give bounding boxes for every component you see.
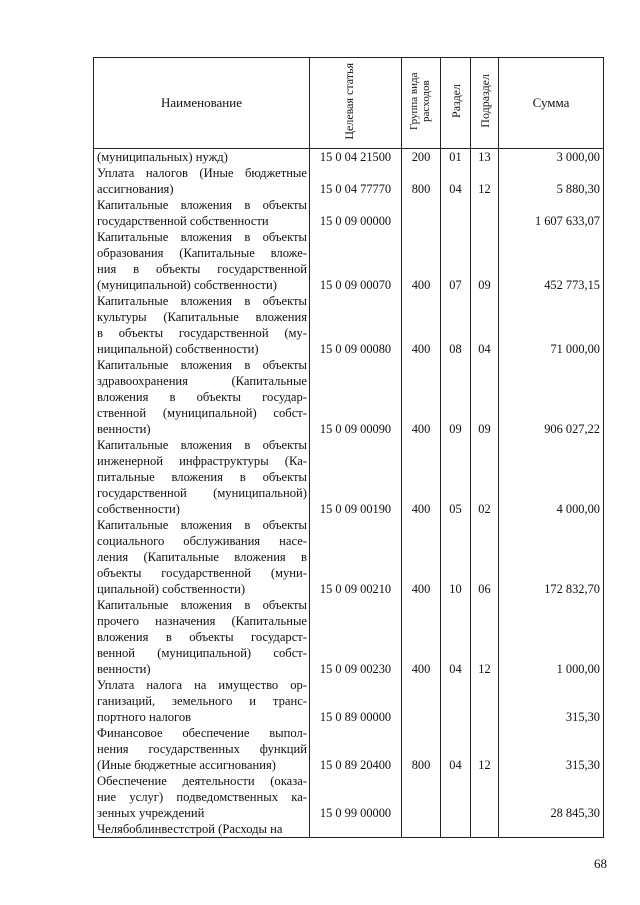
row-name-line: собственности) xyxy=(97,502,180,516)
header-section: Раздел xyxy=(441,58,471,149)
row-group-cell: 400 xyxy=(402,293,441,357)
row-group-cell: 200 xyxy=(402,149,441,166)
row-article-cell: 15 0 09 00210 xyxy=(310,517,402,597)
header-subsection: Подраздел xyxy=(471,58,499,149)
row-section-cell xyxy=(441,821,471,838)
row-group-cell xyxy=(402,821,441,838)
row-article-cell xyxy=(310,821,402,838)
row-subsection-cell xyxy=(471,197,499,229)
row-name-line: зенных учреждений xyxy=(97,806,205,820)
row-name-line: ганизаций, земельного и транс- xyxy=(97,694,307,708)
row-name-line: образования (Капитальные вложе- xyxy=(97,246,307,260)
row-article-cell: 15 0 09 00090 xyxy=(310,357,402,437)
row-name-cell xyxy=(94,725,310,773)
row-group-cell xyxy=(402,677,441,725)
row-name-cell xyxy=(94,197,310,229)
row-group-cell xyxy=(402,197,441,229)
row-section-cell: 09 xyxy=(441,357,471,437)
table-header-row xyxy=(94,58,604,149)
row-name-cell xyxy=(94,773,310,821)
row-name-line: ния в объекты государственной xyxy=(97,262,307,276)
row-name-cell xyxy=(94,437,310,517)
row-sum-cell: 4 000,00 xyxy=(499,437,604,517)
row-name-line: венной (муниципальной) собст- xyxy=(97,646,307,660)
row-name-line: Уплата налогов (Иные бюджетные xyxy=(97,166,307,180)
row-sum-cell: 315,30 xyxy=(499,725,604,773)
header-expense-group: Группа вида расходов xyxy=(402,58,441,149)
row-name-cell xyxy=(94,821,310,838)
row-name-line: социального обслуживания насе- xyxy=(97,534,307,548)
row-article-cell: 15 0 09 00000 xyxy=(310,197,402,229)
row-section-cell: 01 xyxy=(441,149,471,166)
row-sum-cell: 315,30 xyxy=(499,677,604,725)
row-subsection-cell: 13 xyxy=(471,149,499,166)
table-row xyxy=(94,229,604,293)
row-name-line: ассигнования) xyxy=(97,182,174,196)
row-name-line: Капитальные вложения в объекты xyxy=(97,198,307,212)
row-sum-cell: 906 027,22 xyxy=(499,357,604,437)
row-name-line: (Иные бюджетные ассигнования) xyxy=(97,758,276,772)
row-name-cell xyxy=(94,517,310,597)
table-row xyxy=(94,725,604,773)
table-row xyxy=(94,773,604,821)
row-name-line: государственной собственности xyxy=(97,214,269,228)
row-name-line: инженерной инфраструктуры (Ка- xyxy=(97,454,307,468)
row-name-line: здравоохранения (Капитальные xyxy=(97,374,307,388)
row-name-line: ние услуг) подведомственных ка- xyxy=(97,790,307,804)
row-section-cell: 08 xyxy=(441,293,471,357)
table-row xyxy=(94,677,604,725)
row-subsection-cell: 09 xyxy=(471,229,499,293)
row-article-cell: 15 0 09 00230 xyxy=(310,597,402,677)
row-name-line: культуры (Капитальные вложения xyxy=(97,310,307,324)
row-name-line: ления (Капитальные вложения в xyxy=(97,550,307,564)
row-name-cell xyxy=(94,229,310,293)
row-name-line: портного налогов xyxy=(97,710,192,724)
table-row xyxy=(94,197,604,229)
row-section-cell xyxy=(441,197,471,229)
row-name-cell xyxy=(94,677,310,725)
row-name-line: Капитальные вложения в объекты xyxy=(97,438,307,452)
row-sum-cell: 172 832,70 xyxy=(499,517,604,597)
row-name-line: венности) xyxy=(97,422,151,436)
row-name-cell xyxy=(94,357,310,437)
row-group-cell: 400 xyxy=(402,597,441,677)
row-group-cell xyxy=(402,773,441,821)
row-subsection-cell: 06 xyxy=(471,517,499,597)
table-row xyxy=(94,517,604,597)
table-row xyxy=(94,597,604,677)
row-section-cell: 04 xyxy=(441,597,471,677)
row-name-line: ниципальной) собственности) xyxy=(97,342,259,356)
row-group-cell: 400 xyxy=(402,229,441,293)
row-subsection-cell: 12 xyxy=(471,725,499,773)
row-group-cell: 400 xyxy=(402,517,441,597)
row-section-cell: 05 xyxy=(441,437,471,517)
row-group-cell: 800 xyxy=(402,725,441,773)
row-name-line: Капитальные вложения в объекты xyxy=(97,518,307,532)
row-sum-cell: 452 773,15 xyxy=(499,229,604,293)
row-name-line: Капитальные вложения в объекты xyxy=(97,294,307,308)
row-article-cell: 15 0 09 00080 xyxy=(310,293,402,357)
row-name-line: ственной (муниципальной) собст- xyxy=(97,406,307,420)
row-name-line: Капитальные вложения в объекты xyxy=(97,358,307,372)
table-row xyxy=(94,149,604,166)
row-name-line: Финансовое обеспечение выпол- xyxy=(97,726,307,740)
row-section-cell: 07 xyxy=(441,229,471,293)
row-name-cell xyxy=(94,293,310,357)
row-sum-cell: 71 000,00 xyxy=(499,293,604,357)
row-article-cell: 15 0 89 00000 xyxy=(310,677,402,725)
row-name-line: Капитальные вложения в объекты xyxy=(97,598,307,612)
row-name-line: вложения в объекты государст- xyxy=(97,630,307,644)
row-section-cell xyxy=(441,677,471,725)
header-sum: Сумма xyxy=(499,58,604,149)
row-name-line: государственной (муниципальной) xyxy=(97,486,307,500)
row-sum-cell xyxy=(499,821,604,838)
table-row xyxy=(94,165,604,197)
row-name-line: Челябоблинвестстрой (Расходы на xyxy=(97,822,283,836)
page-number: 68 xyxy=(594,856,607,871)
row-section-cell xyxy=(441,773,471,821)
row-subsection-cell: 04 xyxy=(471,293,499,357)
row-name-line: Уплата налога на имущество ор- xyxy=(97,678,307,692)
row-subsection-cell: 02 xyxy=(471,437,499,517)
row-article-cell: 15 0 99 00000 xyxy=(310,773,402,821)
row-sum-cell: 3 000,00 xyxy=(499,149,604,166)
row-article-cell: 15 0 89 20400 xyxy=(310,725,402,773)
header-name: Наименование xyxy=(94,58,310,149)
budget-table xyxy=(93,57,604,838)
row-article-cell: 15 0 09 00190 xyxy=(310,437,402,517)
row-name-line: объекты государственной (муни- xyxy=(97,566,307,580)
row-subsection-cell: 09 xyxy=(471,357,499,437)
row-group-cell: 400 xyxy=(402,437,441,517)
row-name-line: Капитальные вложения в объекты xyxy=(97,230,307,244)
row-section-cell: 04 xyxy=(441,725,471,773)
row-sum-cell: 1 000,00 xyxy=(499,597,604,677)
table-row xyxy=(94,437,604,517)
row-group-cell: 400 xyxy=(402,357,441,437)
row-subsection-cell: 12 xyxy=(471,597,499,677)
row-sum-cell: 28 845,30 xyxy=(499,773,604,821)
row-name-line: прочего назначения (Капитальные xyxy=(97,614,307,628)
row-sum-cell: 1 607 633,07 xyxy=(499,197,604,229)
row-article-cell: 15 0 04 21500 xyxy=(310,149,402,166)
row-article-cell: 15 0 09 00070 xyxy=(310,229,402,293)
row-name-line: (муниципальной) собственности) xyxy=(97,278,277,292)
table-row xyxy=(94,293,604,357)
row-subsection-cell xyxy=(471,677,499,725)
row-name-line: вложения в объекты государ- xyxy=(97,390,307,404)
table-row xyxy=(94,821,604,838)
row-name-line: венности) xyxy=(97,662,151,676)
row-name-cell xyxy=(94,165,310,197)
row-group-cell: 800 xyxy=(402,165,441,197)
row-name-cell xyxy=(94,597,310,677)
row-name-cell xyxy=(94,149,310,166)
row-name-line: (муниципальных) нужд) xyxy=(97,150,228,164)
row-subsection-cell: 12 xyxy=(471,165,499,197)
row-article-cell: 15 0 04 77770 xyxy=(310,165,402,197)
table-body xyxy=(94,149,604,838)
header-target-article: Целевая статья xyxy=(310,58,402,149)
row-name-line: питальные вложения в объекты xyxy=(97,470,307,484)
row-subsection-cell xyxy=(471,821,499,838)
row-section-cell: 04 xyxy=(441,165,471,197)
table-row xyxy=(94,357,604,437)
row-name-line: в объекты государственной (му- xyxy=(97,326,307,340)
row-name-line: Обеспечение деятельности (оказа- xyxy=(97,774,307,788)
row-subsection-cell xyxy=(471,773,499,821)
row-sum-cell: 5 880,30 xyxy=(499,165,604,197)
row-name-line: ципальной) собственности) xyxy=(97,582,246,596)
row-name-line: нения государственных функций xyxy=(97,742,307,756)
row-section-cell: 10 xyxy=(441,517,471,597)
